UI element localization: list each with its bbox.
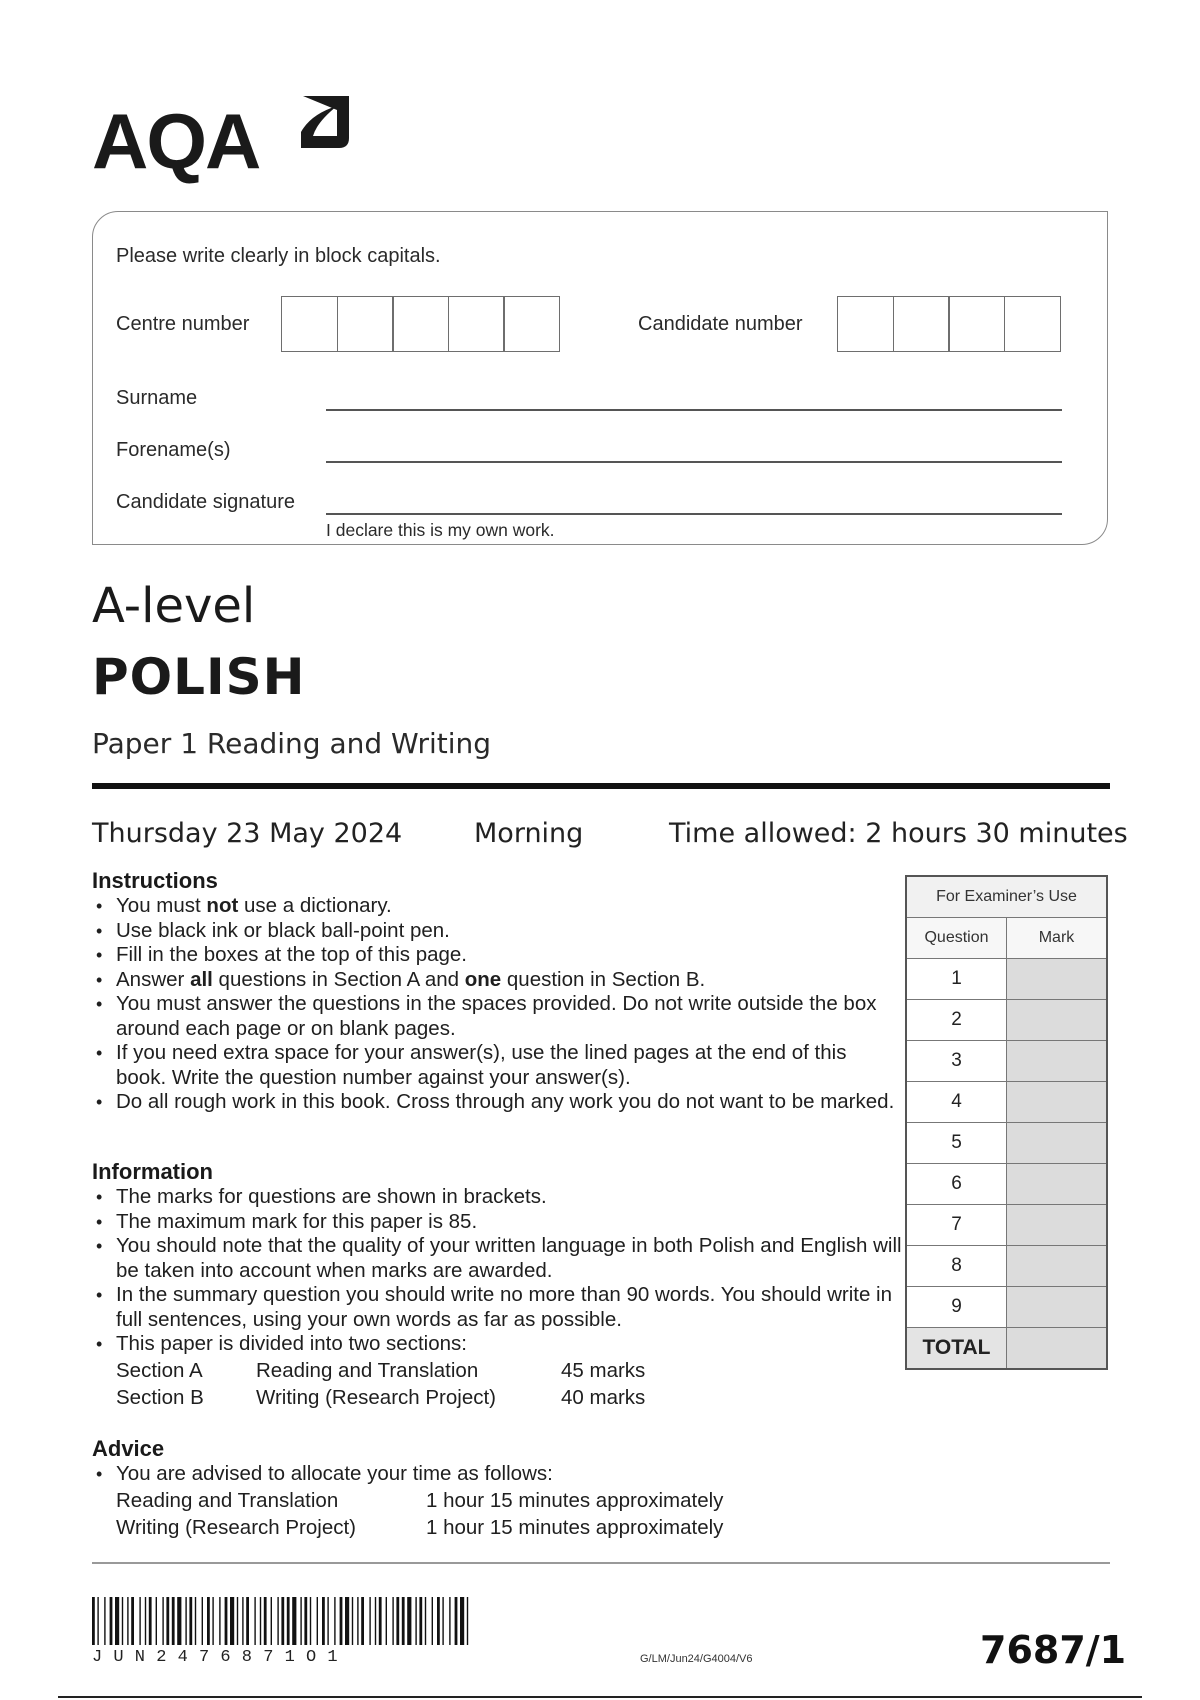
candidate-digit-box[interactable] — [837, 296, 894, 352]
advice-section — [92, 1436, 902, 1541]
barcode-bar — [442, 1597, 443, 1645]
barcode-bar — [327, 1597, 328, 1645]
total-mark-cell — [1007, 1328, 1106, 1368]
barcode-bar — [97, 1597, 98, 1645]
table-row — [907, 1205, 1106, 1246]
surname-line[interactable] — [326, 409, 1062, 411]
candidate-number-label: Candidate number — [638, 313, 803, 335]
forename-label: Forename(s) — [116, 439, 231, 461]
barcode-bar — [386, 1597, 387, 1645]
list-item: • In the summary question you should write no more than 90 words. You should write in full sentences, using your own words as far as possible. — [92, 1283, 904, 1332]
list-item: • Answer all questions in Section A and one question in Section B. — [92, 968, 902, 993]
barcode-bar — [264, 1597, 267, 1645]
candidate-digit-box[interactable] — [948, 296, 1005, 352]
centre-digit-box[interactable] — [337, 296, 394, 352]
barcode-bar — [310, 1597, 311, 1645]
barcode-bar — [131, 1597, 134, 1645]
mark-cell — [1007, 1082, 1106, 1122]
total-row — [907, 1328, 1106, 1368]
barcode-bar — [402, 1597, 405, 1645]
barcode-bar — [345, 1597, 349, 1645]
barcode-bar — [281, 1597, 284, 1645]
question-number: 3 — [907, 1041, 1007, 1081]
question-number: 6 — [907, 1164, 1007, 1204]
forename-line[interactable] — [326, 461, 1062, 463]
barcode-bar — [357, 1597, 358, 1645]
barcode-bar — [162, 1597, 163, 1645]
paper-code: 7687/1 — [980, 1628, 1127, 1672]
barcode-bar — [415, 1597, 416, 1645]
section-b-title: Writing (Research Project) — [256, 1385, 496, 1409]
barcode-bar — [230, 1597, 234, 1645]
centre-digit-box[interactable] — [503, 296, 560, 352]
centre-number-label: Centre number — [116, 313, 250, 335]
advice-part: Writing (Research Project) — [116, 1515, 356, 1539]
table-row — [907, 1123, 1106, 1164]
barcode-bar — [449, 1597, 450, 1645]
barcode — [92, 1597, 477, 1645]
mark-cell — [1007, 959, 1106, 999]
mark-cell — [1007, 1205, 1106, 1245]
instructions-heading: Instructions — [92, 868, 218, 893]
barcode-bar — [334, 1597, 335, 1645]
advice-part: Reading and Translation — [116, 1488, 339, 1512]
table-row — [907, 1287, 1106, 1328]
barcode-bar — [361, 1597, 364, 1645]
table-row — [907, 1164, 1106, 1205]
barcode-bar — [287, 1597, 290, 1645]
declaration-text: I declare this is my own work. — [326, 520, 555, 540]
barcode-bar — [396, 1597, 399, 1645]
sections-table — [92, 1357, 904, 1411]
total-label: TOTAL — [907, 1328, 1007, 1368]
barcode-bar — [145, 1597, 146, 1645]
barcode-bar — [352, 1597, 353, 1645]
advice-list — [92, 1462, 902, 1487]
qualification-level: A-level — [92, 578, 256, 634]
barcode-bar — [156, 1597, 157, 1645]
list-item: • This paper is divided into two sections: — [92, 1332, 904, 1357]
block-capitals-instruction: Please write clearly in block capitals. — [116, 245, 441, 267]
candidate-number-boxes[interactable] — [837, 296, 1061, 352]
barcode-bar — [460, 1597, 464, 1645]
table-row — [907, 1246, 1106, 1287]
barcode-bar — [195, 1597, 196, 1645]
barcode-bar — [437, 1597, 440, 1645]
barcode-bar — [340, 1597, 343, 1645]
barcode-bar — [202, 1597, 203, 1645]
exam-date: Thursday 23 May 2024 — [92, 818, 403, 849]
barcode-bar — [260, 1597, 261, 1645]
barcode-bar — [322, 1597, 325, 1645]
barcode-bar — [304, 1597, 307, 1645]
mark-cell — [1007, 1246, 1106, 1286]
table-row — [907, 1082, 1106, 1123]
list-item: • You must answer the questions in the spaces provided. Do not write outside the box around each page or on blank pages. — [92, 992, 902, 1041]
footer-rule — [92, 1562, 1110, 1564]
list-item: • The maximum mark for this paper is 85. — [92, 1210, 904, 1235]
barcode-bar — [139, 1597, 140, 1645]
advice-time: 1 hour 15 minutes approximately — [426, 1488, 724, 1512]
aqa-tick-mark-icon — [297, 92, 353, 152]
barcode-bar — [300, 1597, 301, 1645]
instructions-section — [92, 868, 902, 1115]
centre-digit-box[interactable] — [392, 296, 449, 352]
mark-cell — [1007, 1041, 1106, 1081]
barcode-bar — [177, 1597, 181, 1645]
information-heading: Information — [92, 1159, 213, 1184]
document-reference: G/LM/Jun24/G4004/V6 — [640, 1653, 753, 1665]
barcode-bar — [246, 1597, 249, 1645]
barcode-bar — [292, 1597, 296, 1645]
barcode-bar — [104, 1597, 105, 1645]
time-allocation-table — [92, 1487, 902, 1541]
list-item: • You must not use a dictionary. — [92, 894, 902, 919]
barcode-bar — [375, 1597, 376, 1645]
barcode-bar — [185, 1597, 186, 1645]
barcode-bar — [369, 1597, 370, 1645]
advice-heading: Advice — [92, 1436, 165, 1461]
barcode-bar — [127, 1597, 128, 1645]
barcode-bar — [189, 1597, 192, 1645]
list-item: • If you need extra space for your answer(s), use the lined pages at the end of this book. Write the question number against your answer(s). — [92, 1041, 902, 1090]
information-section — [92, 1159, 904, 1411]
aqa-logo — [92, 88, 362, 188]
table-row — [907, 959, 1106, 1000]
surname-label: Surname — [116, 387, 198, 409]
section-a-marks: 45 marks — [561, 1358, 646, 1382]
barcode-bar — [379, 1597, 382, 1645]
advice-time: 1 hour 15 minutes approximately — [426, 1515, 724, 1539]
centre-digit-box[interactable] — [448, 296, 505, 352]
barcode-bar — [455, 1597, 458, 1645]
barcode-bar — [271, 1597, 272, 1645]
table-row — [907, 1000, 1106, 1041]
question-number: 1 — [907, 959, 1007, 999]
barcode-bar — [407, 1597, 411, 1645]
barcode-bar — [392, 1597, 393, 1645]
mark-cell — [1007, 1000, 1106, 1040]
list-item: • You should note that the quality of your written language in both Polish and English will be taken into account when marks are awarded. — [92, 1234, 904, 1283]
list-item: • You are advised to allocate your time as follows: — [92, 1462, 902, 1487]
candidate-digit-box[interactable] — [1004, 296, 1061, 352]
section-b-name: Section B — [116, 1385, 204, 1409]
barcode-bar — [317, 1597, 318, 1645]
mark-column-header: Mark — [1007, 918, 1106, 958]
question-number: 7 — [907, 1205, 1007, 1245]
question-column-header: Question — [907, 918, 1007, 958]
question-number: 8 — [907, 1246, 1007, 1286]
barcode-bar — [149, 1597, 152, 1645]
barcode-bar — [207, 1597, 210, 1645]
question-number: 2 — [907, 1000, 1007, 1040]
section-a-name: Section A — [116, 1358, 203, 1382]
barcode-bar — [237, 1597, 238, 1645]
time-allowed: Time allowed: 2 hours 30 minutes — [669, 818, 1128, 849]
centre-number-boxes[interactable] — [281, 296, 560, 352]
question-number: 9 — [907, 1287, 1007, 1327]
table-row — [907, 1041, 1106, 1082]
exam-session: Morning — [474, 818, 584, 849]
barcode-bar — [254, 1597, 255, 1645]
barcode-bar — [432, 1597, 433, 1645]
barcode-bar — [212, 1597, 213, 1645]
candidate-digit-box[interactable] — [893, 296, 950, 352]
barcode-bar — [225, 1597, 228, 1645]
list-item: • Use black ink or black ball-point pen. — [92, 919, 902, 944]
barcode-text: JUN2476871O1 — [92, 1648, 349, 1667]
mark-cell — [1007, 1287, 1106, 1327]
examiner-table-header-row — [907, 918, 1106, 959]
section-b-marks: 40 marks — [561, 1385, 646, 1409]
list-item: • The marks for questions are shown in brackets. — [92, 1185, 904, 1210]
barcode-bar — [110, 1597, 113, 1645]
subject-title: POLISH — [92, 648, 306, 706]
centre-digit-box[interactable] — [281, 296, 338, 352]
logo-text: AQA — [92, 97, 260, 185]
list-item: • Do all rough work in this book. Cross through any work you do not want to be marked. — [92, 1090, 902, 1115]
signature-label: Candidate signature — [116, 491, 296, 513]
barcode-bar — [425, 1597, 426, 1645]
page-bottom-rule — [58, 1696, 1142, 1698]
list-item: • Fill in the boxes at the top of this page. — [92, 943, 902, 968]
barcode-bar — [419, 1597, 422, 1645]
barcode-bar — [92, 1597, 95, 1645]
paper-title: Paper 1 Reading and Writing — [92, 727, 492, 760]
signature-line[interactable] — [326, 513, 1062, 515]
barcode-bar — [166, 1597, 169, 1645]
title-rule — [92, 783, 1110, 789]
barcode-bar — [277, 1597, 278, 1645]
barcode-bar — [122, 1597, 123, 1645]
instructions-list — [92, 894, 902, 1115]
mark-cell — [1007, 1164, 1106, 1204]
mark-cell — [1007, 1123, 1106, 1163]
question-number: 4 — [907, 1082, 1007, 1122]
examiner-use-table — [905, 875, 1108, 1370]
barcode-bar — [172, 1597, 175, 1645]
barcode-bar — [115, 1597, 119, 1645]
barcode-bar — [242, 1597, 243, 1645]
barcode-bar — [467, 1597, 468, 1645]
question-number: 5 — [907, 1123, 1007, 1163]
section-a-title: Reading and Translation — [256, 1358, 479, 1382]
information-list — [92, 1185, 904, 1357]
examiner-table-heading: For Examiner’s Use — [907, 877, 1106, 918]
barcode-bar — [219, 1597, 220, 1645]
